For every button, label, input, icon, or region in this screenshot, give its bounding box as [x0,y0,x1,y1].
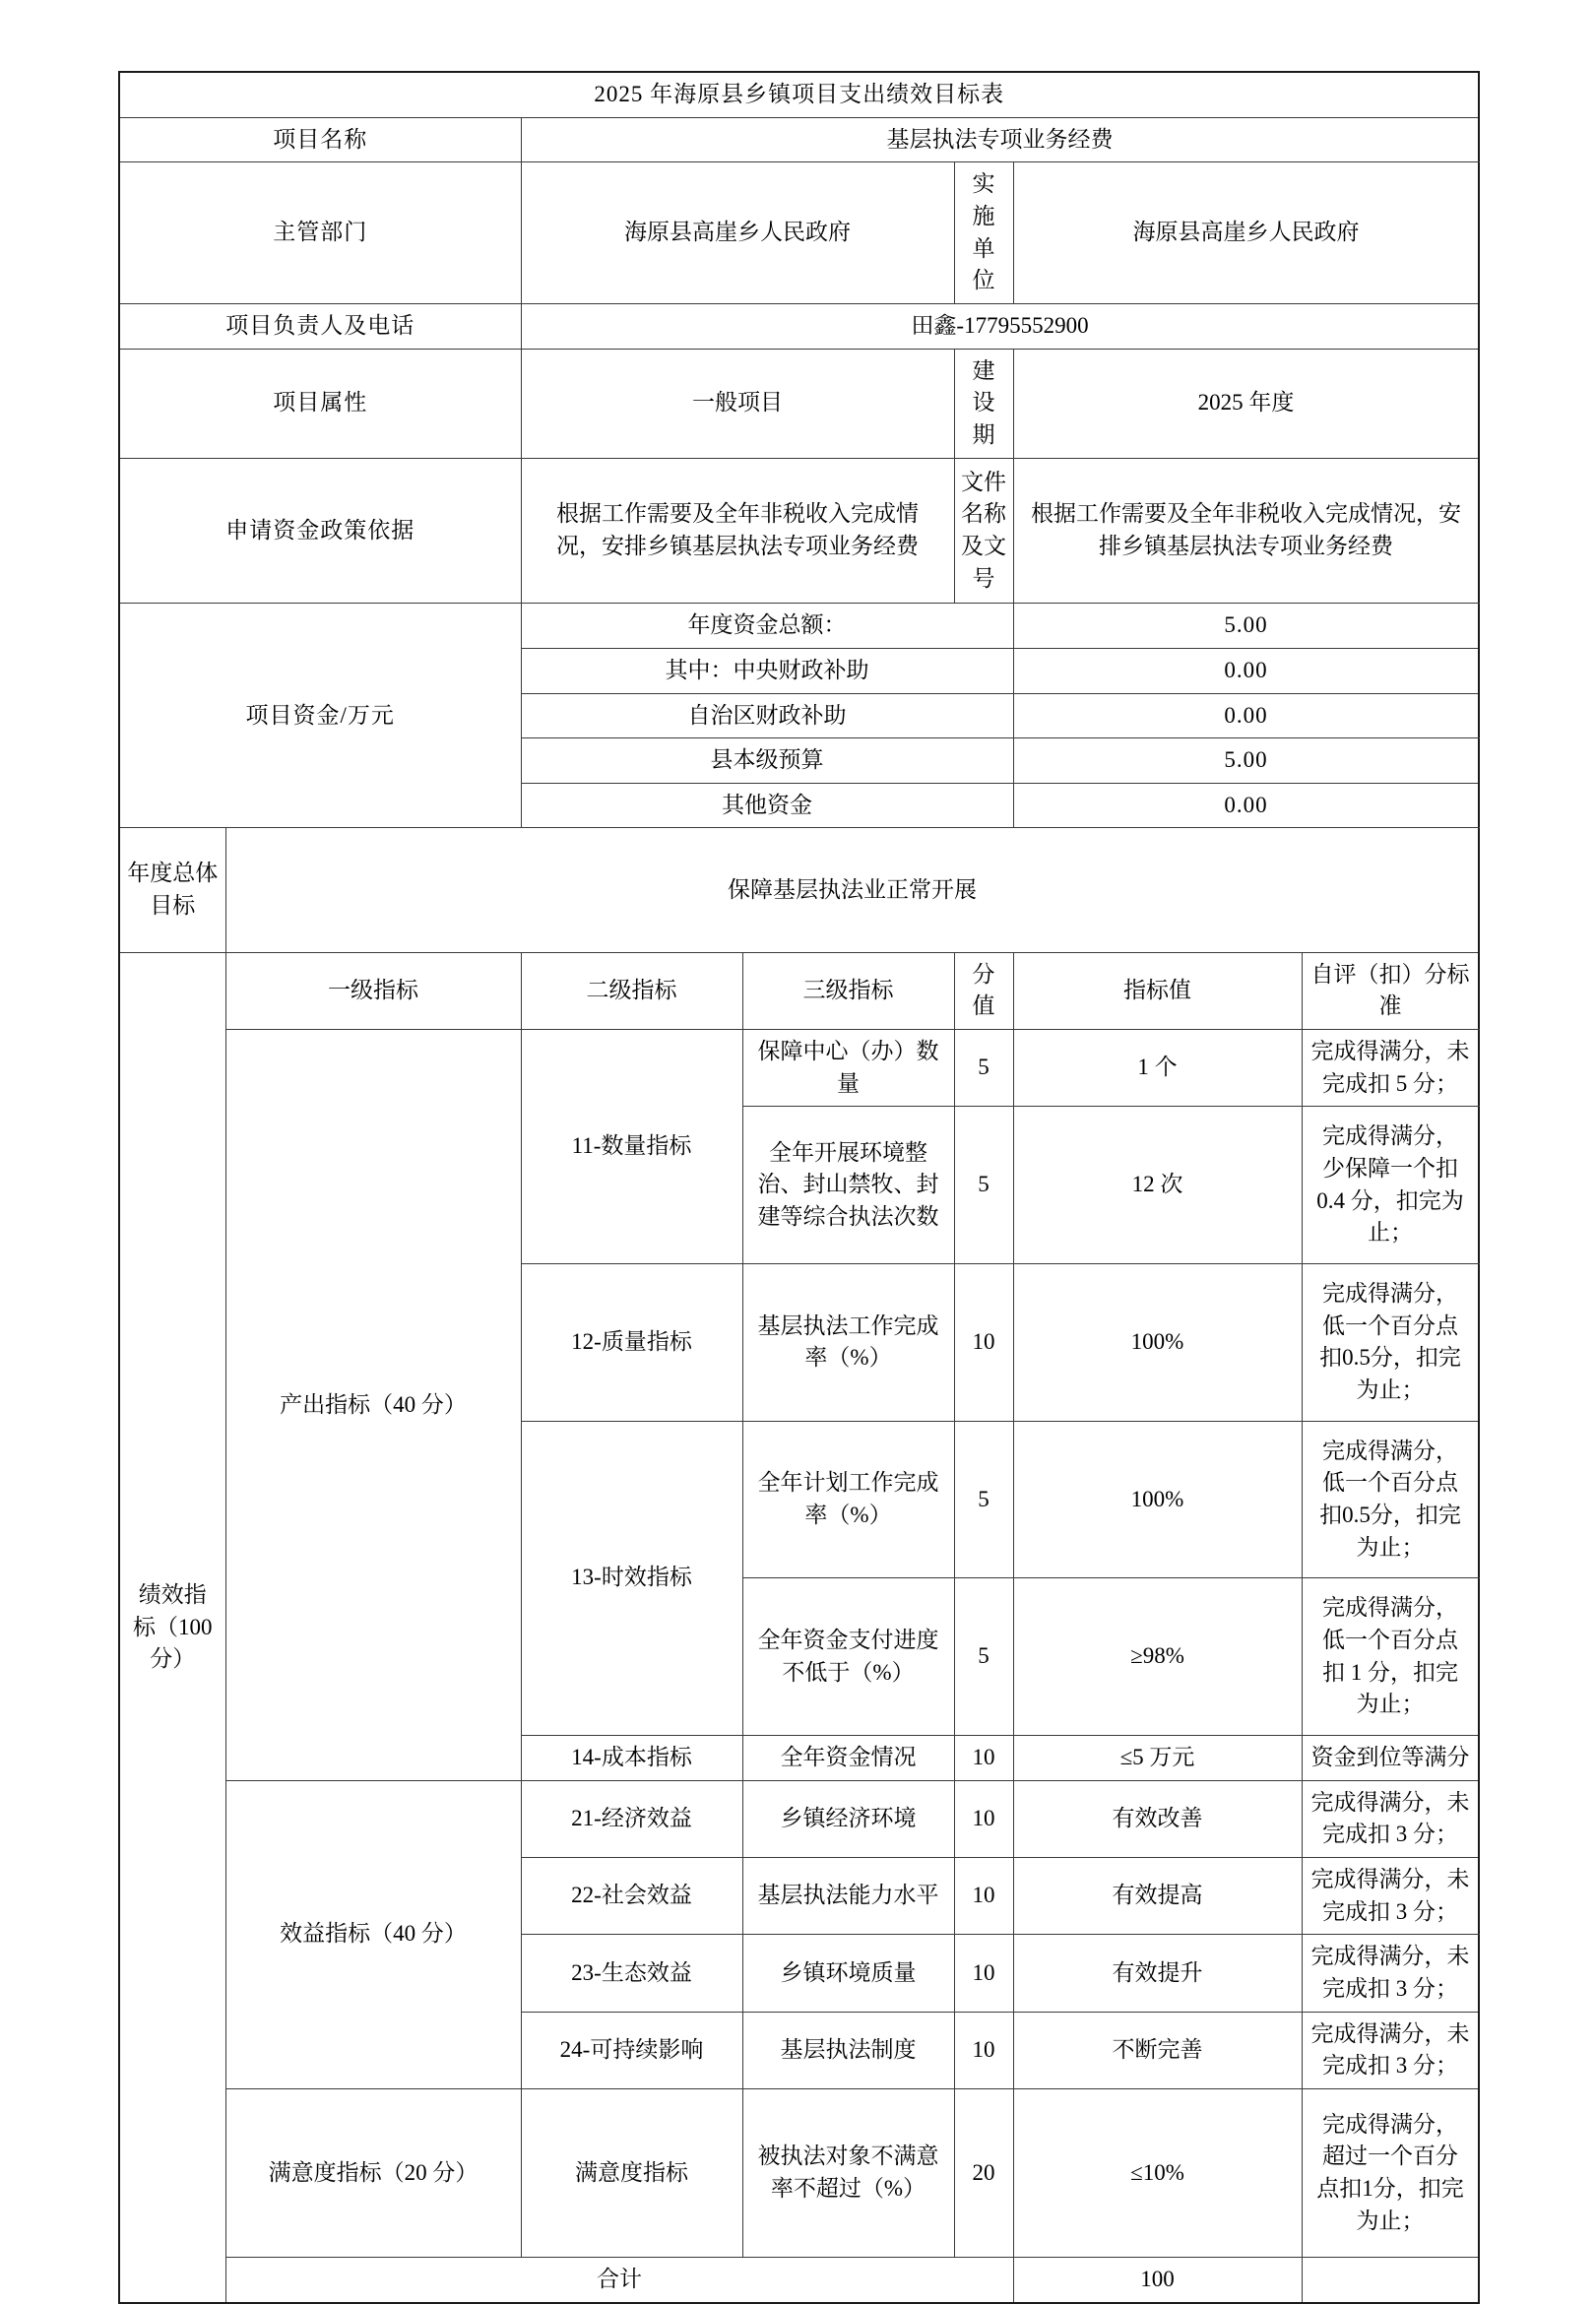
header-criteria: 自评（扣）分标准 [1302,952,1479,1029]
indicator-criteria: 完成得满分，未完成扣 3 分； [1302,1935,1479,2012]
indicator-score: 10 [954,1780,1013,1857]
performance-label: 绩效指标（100 分） [119,952,225,2303]
total-target-blank [1302,2258,1479,2303]
level2-sustainable: 24-可持续影响 [521,2012,742,2088]
doc-label: 文件名称及文号 [954,458,1013,604]
project-name-value: 基层执法专项业务经费 [521,117,1479,162]
indicator-score: 5 [954,1107,1013,1264]
header-level1: 一级指标 [225,952,521,1029]
level3-indicator: 基层执法能力水平 [742,1857,954,1934]
level1-satisfaction: 满意度指标（20 分） [225,2088,521,2258]
indicator-score: 10 [954,2012,1013,2088]
indicator-score: 20 [954,2088,1013,2258]
funding-item-name: 其中：中央财政补助 [521,648,1013,693]
funding-item-amount: 0.00 [1013,783,1479,828]
header-level2: 二级指标 [521,952,742,1029]
annual-goal-value: 保障基层执法业正常开展 [225,828,1479,952]
performance-target-table [118,71,1480,2304]
indicator-criteria: 资金到位等满分 [1302,1735,1479,1780]
funding-item-amount: 0.00 [1013,693,1479,738]
attribute-label: 项目属性 [119,349,521,458]
level3-indicator: 全年开展环境整治、封山禁牧、封建等综合执法次数 [742,1107,954,1264]
indicator-score: 5 [954,1578,1013,1736]
attribute-row [119,349,1479,458]
period-label: 建设期 [954,349,1013,458]
level1-benefit: 效益指标（40 分） [225,1780,521,2088]
policy-value: 根据工作需要及全年非税收入完成情况，安排乡镇基层执法专项业务经费 [521,458,954,604]
indicator-target: 有效提升 [1013,1935,1302,2012]
title-row [119,72,1479,117]
funding-item-amount: 0.00 [1013,648,1479,693]
indicator-target: ≥98% [1013,1578,1302,1736]
funding-item-name: 年度资金总额： [521,604,1013,649]
level2-quality: 12-质量指标 [521,1264,742,1422]
indicator-criteria: 完成得满分，未完成扣 3 分； [1302,1780,1479,1857]
header-target: 指标值 [1013,952,1302,1029]
funding-item-amount: 5.00 [1013,604,1479,649]
annual-goal-row [119,828,1479,952]
level3-indicator: 被执法对象不满意率不超过（%） [742,2088,954,2258]
attribute-value: 一般项目 [521,349,954,458]
dept-value: 海原县高崖乡人民政府 [521,162,954,304]
indicator-row [119,1780,1479,1857]
indicator-criteria: 完成得满分，未完成扣 5 分； [1302,1030,1479,1107]
owner-label: 项目负责人及电话 [119,303,521,349]
level3-indicator: 乡镇经济环境 [742,1780,954,1857]
impl-unit-value: 海原县高崖乡人民政府 [1013,162,1479,304]
funding-item-name: 其他资金 [521,783,1013,828]
indicator-criteria: 完成得满分，低一个百分点扣0.5分，扣完为止； [1302,1421,1479,1578]
owner-value: 田鑫-17795552900 [521,303,1479,349]
level1-output: 产出指标（40 分） [225,1030,521,1780]
indicator-target: 12 次 [1013,1107,1302,1264]
policy-row [119,458,1479,604]
project-name-label: 项目名称 [119,117,521,162]
level3-indicator: 保障中心（办）数量 [742,1030,954,1107]
level2-ecological: 23-生态效益 [521,1935,742,2012]
indicator-criteria: 完成得满分，少保障一个扣 0.4 分，扣完为止； [1302,1107,1479,1264]
level2-economic: 21-经济效益 [521,1780,742,1857]
indicator-target: ≤5 万元 [1013,1735,1302,1780]
indicator-score: 10 [954,1857,1013,1934]
funding-item-amount: 5.00 [1013,738,1479,784]
indicator-criteria: 完成得满分，低一个百分点扣0.5分，扣完为止； [1302,1264,1479,1422]
indicator-target: 不断完善 [1013,2012,1302,2088]
level2-quantity: 11-数量指标 [521,1030,742,1264]
indicator-target: 有效提高 [1013,1857,1302,1934]
total-row [119,2258,1479,2303]
indicator-criteria: 完成得满分，未完成扣 3 分； [1302,2012,1479,2088]
doc-value: 根据工作需要及全年非税收入完成情况，安排乡镇基层执法专项业务经费 [1013,458,1479,604]
owner-row [119,303,1479,349]
level2-social: 22-社会效益 [521,1857,742,1934]
level2-timeliness: 13-时效指标 [521,1421,742,1735]
project-name-row [119,117,1479,162]
indicator-target: 有效改善 [1013,1780,1302,1857]
funding-row-0 [119,604,1479,649]
indicator-score: 10 [954,1735,1013,1780]
indicator-target: 100% [1013,1421,1302,1578]
indicator-score: 10 [954,1264,1013,1422]
indicator-score: 5 [954,1421,1013,1578]
indicator-row [119,2088,1479,2258]
indicator-criteria: 完成得满分，低一个百分点扣 1 分，扣完为止； [1302,1578,1479,1736]
funding-item-name: 自治区财政补助 [521,693,1013,738]
indicator-row [119,1030,1479,1107]
level3-indicator: 乡镇环境质量 [742,1935,954,2012]
funding-item-name: 县本级预算 [521,738,1013,784]
annual-goal-label: 年度总体目标 [119,828,225,952]
level2-satisfaction: 满意度指标 [521,2088,742,2258]
level3-indicator: 全年资金支付进度不低于（%） [742,1578,954,1736]
indicator-target: 100% [1013,1264,1302,1422]
document-title: 2025 年海原县乡镇项目支出绩效目标表 [119,72,1479,117]
indicator-score: 10 [954,1935,1013,2012]
impl-unit-label: 实施单位 [954,162,1013,304]
header-level3: 三级指标 [742,952,954,1029]
performance-header-row [119,952,1479,1029]
header-score: 分值 [954,952,1013,1029]
dept-label: 主管部门 [119,162,521,304]
department-row [119,162,1479,304]
indicator-target: ≤10% [1013,2088,1302,2258]
indicator-target: 1 个 [1013,1030,1302,1107]
indicator-score: 5 [954,1030,1013,1107]
funding-label: 项目资金/万元 [119,604,521,828]
total-label: 合计 [225,2258,1013,2303]
total-score: 100 [1013,2258,1302,2303]
period-value: 2025 年度 [1013,349,1479,458]
level3-indicator: 基层执法工作完成率（%） [742,1264,954,1422]
level3-indicator: 全年计划工作完成率（%） [742,1421,954,1578]
indicator-criteria: 完成得满分，未完成扣 3 分； [1302,1857,1479,1934]
indicator-criteria: 完成得满分，超过一个百分点扣1分，扣完为止； [1302,2088,1479,2258]
level3-indicator: 基层执法制度 [742,2012,954,2088]
policy-label: 申请资金政策依据 [119,458,521,604]
level2-cost: 14-成本指标 [521,1735,742,1780]
level3-indicator: 全年资金情况 [742,1735,954,1780]
